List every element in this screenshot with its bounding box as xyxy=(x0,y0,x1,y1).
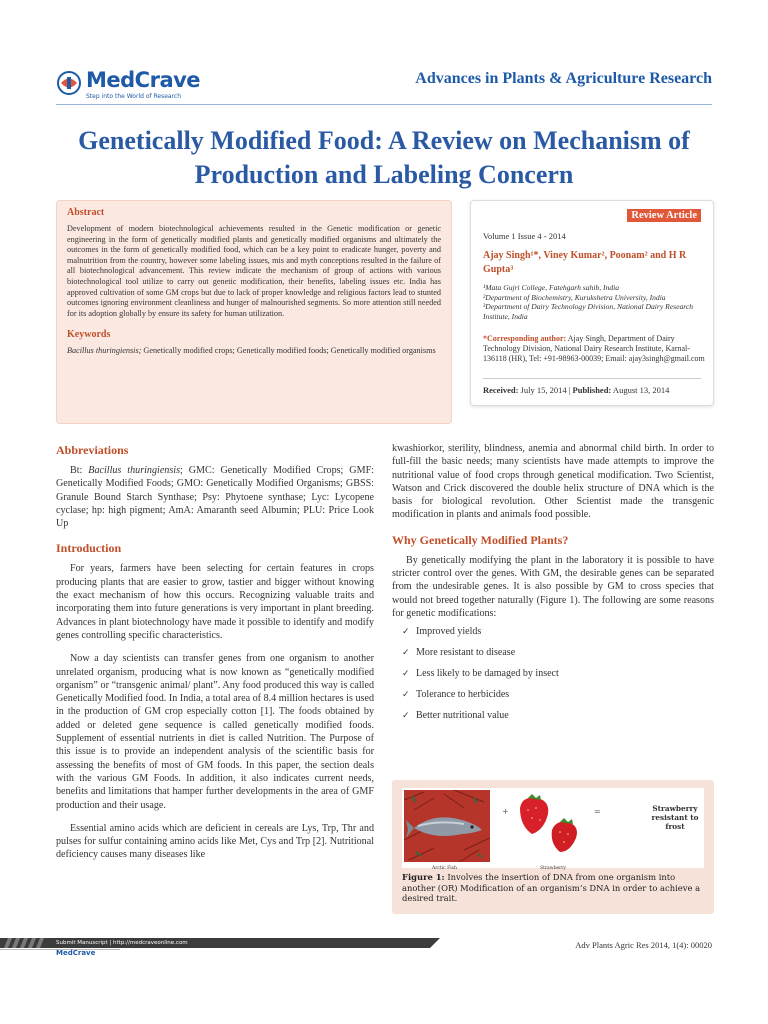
figure-caption xyxy=(402,872,704,904)
list-item xyxy=(402,624,714,645)
footer-logo[interactable]: MedCrave xyxy=(56,949,96,957)
article-type-badge: Review Article xyxy=(627,209,701,222)
corresponding-author xyxy=(483,334,707,364)
intro-paragraph-3: Essential amino acids which are deficient in cereals are Lys, Trp, Thr and pulses for sulfur containing amino acids like Met, Cys and Trp [2]. Nutritional deficiency causes many diseases like xyxy=(56,822,374,861)
title-line-1: Genetically Modified Food: A Review on Mechanism of xyxy=(78,126,690,155)
affiliation-2: ²Department of Biochemistry, Kurukshetra University, India xyxy=(483,292,666,302)
title-line-2: Production and Labeling Concern xyxy=(194,160,574,189)
received-label: Received: xyxy=(483,385,519,395)
introduction-heading: Introduction xyxy=(56,541,122,556)
keywords-heading: Keywords xyxy=(67,329,111,341)
reason-text: Tolerance to herbicides xyxy=(416,689,510,701)
reason-text: Less likely to be damaged by insect xyxy=(416,668,559,680)
abbreviations-heading: Abbreviations xyxy=(56,443,129,457)
medcrave-logo[interactable] xyxy=(56,66,216,102)
left-column xyxy=(56,442,374,872)
figure-caption-text: Involves the insertion of DNA from one organism into another (OR) Modification of an organism’s DNA in order to achieve a desired trait. xyxy=(402,872,701,903)
list-item xyxy=(402,708,714,729)
intro-paragraph-2: Now a day scientists can transfer genes from one organism to another unrelated organism, producing what is now known as “genetically modified organism” or “transgenic animal/ plant”. Any food produced this way is called Genetically Modified food. In India, a total area of 8.4 million hectares is used in the production of GM crop especially cotton [1]. The foods obtained by added or deleted gene sequence is called genetically modified foods. Supplement of essential nutrients in diet is called Nutrition. The Purpose of this issue is to provide an independent analysis of the scientific basis for assessing the benefits of most of GM foods. In this paper, the section deals with the various GM Foods. In addition, it also indicates current needs, benefits and limitations that hamper further developments in the area of GMF production and their usage. xyxy=(56,653,374,811)
citation: Adv Plants Agric Res 2014, 1(4): 00020 xyxy=(575,940,712,950)
published-date: August 13, 2014 xyxy=(611,385,670,395)
list-item xyxy=(402,687,714,708)
journal-name: Advances in Plants & Agriculture Research xyxy=(415,70,712,87)
right-column xyxy=(392,442,714,729)
affiliation-1: ¹Mata Gujri College, Fatehgarh sahib, India xyxy=(483,283,620,292)
why-gm-paragraph: By genetically modifying the plant in the laboratory it is possible to have stricter control over the genes. With GM, the desirable genes can be separated from the undesirable genes. It is also possible by GM to cross species that would not breed together naturally (Figure 1). The following are some reasons for genetic modifications: xyxy=(392,554,714,619)
article-info-box xyxy=(470,200,714,406)
page-header xyxy=(0,60,768,104)
received-date: July 15, 2014 | xyxy=(518,385,573,395)
reason-text: Better nutritional value xyxy=(416,710,509,722)
intro-paragraph-1: For years, farmers have been selecting for certain features in crops producing plants that are easier to grow, tastier and bigger without knowing the exact mechanism of how this occurs. Recognizing valuable traits and incorporating them into future generations is very important in plant breeding. Advances in plant biotechnology have made it possible to identify and modify genes controlling specific characteristics. xyxy=(56,563,374,641)
keywords-rest: Genetically modified crops; Genetically modified foods; Genetically modified organisms xyxy=(141,346,436,356)
check-icon: ✓ xyxy=(402,627,410,638)
check-icon: ✓ xyxy=(402,669,410,680)
reason-text: More resistant to disease xyxy=(416,647,516,659)
svg-text:+: + xyxy=(502,807,509,816)
figure-1 xyxy=(392,780,714,914)
why-gm-heading: Why Genetically Modified Plants? xyxy=(392,532,569,547)
abbrev-italic: Bacillus thuringiensis xyxy=(88,465,181,476)
arctic-fish-photo xyxy=(404,790,490,862)
strawberry-caption: Strawberry xyxy=(540,866,566,871)
medcrave-logo-icon xyxy=(56,70,82,96)
corresponding-author-label: *Corresponding author: xyxy=(483,334,567,343)
check-icon: ✓ xyxy=(402,711,410,722)
publication-dates xyxy=(483,385,669,395)
keywords-text xyxy=(67,346,441,357)
reasons-list xyxy=(402,624,714,729)
svg-text:=: = xyxy=(594,807,601,816)
volume-issue: Volume 1 Issue 4 - 2014 xyxy=(483,231,566,241)
header-divider xyxy=(56,104,712,105)
abstract-heading: Abstract xyxy=(67,207,105,218)
continued-paragraph: kwashiorkor, sterility, blindness, anemia and abnormal child birth. In order to full-fill the basic needs; many scientists have made attempts to improve the nutritional value of food crops through genetical modification. Two Scientist, Watson and Crick discovered the double helix structure of DNA which is the basis for biological revolution. Other Scientist made the transgenic modification in plants and animals food possible. xyxy=(392,443,714,521)
abbreviations-text xyxy=(56,464,374,530)
figure-caption-label: Figure 1: xyxy=(402,872,445,882)
check-icon: ✓ xyxy=(402,690,410,701)
published-label: Published: xyxy=(572,385,612,395)
figure-image[interactable] xyxy=(402,788,704,871)
check-icon: ✓ xyxy=(402,648,410,659)
logo-text: MedCrave xyxy=(86,68,201,92)
corresponding-author-details[interactable]: Ajay Singh, Department of Dairy Technology Division, National Dairy Research Institute, Karnal-136118 (HR), Tel: +91-98963-00039; Email: ajay3singh@gmail.com xyxy=(483,334,705,363)
fish-caption: Arctic Fish xyxy=(432,866,457,871)
article-title xyxy=(40,124,728,192)
abbrev-pre: Bt: xyxy=(70,465,89,476)
abstract-text: Development of modern biotechnological achievements resulted in the Genetic modification or genetic engineering in the form of genetically modified plants and genetically modified organisms and ultimately the outcomes in the form of genetically modified food, which can be a key point to eradicate hunger, poverty and malnutrition from the country, however some labeling issues, mis and myth conceptions resulted in the failure of all biotechnological advancement. This review indicate the mechanism of group of actions with various biotechnological tool utilize to carry out genetic modification, their benefits, labeling issues etc. India has approved cultivation of some GM crops but due to lack of proper knowledge and religious factors lead to stunted outcomes ignoring environment cleanliness and hunger of malnourished segments. So more attention still needed for its adoption globally by ensure its safety for human utilization. xyxy=(67,224,441,318)
affiliation-3: ³Department of Dairy Technology Division, National Dairy Research Institute, India xyxy=(483,302,694,321)
fish-illustration xyxy=(404,790,490,862)
logo-tagline: Step into the World of Research xyxy=(86,93,182,100)
submit-manuscript-link[interactable]: Submit Manuscript | http://medcraveonline.com xyxy=(56,940,188,946)
page-footer xyxy=(0,930,768,962)
reason-text: Improved yields xyxy=(416,626,482,638)
keywords-italic: Bacillus thuringiensis; xyxy=(67,346,142,356)
list-item xyxy=(402,666,714,687)
strawberry-illustration xyxy=(502,790,602,866)
strawberry-frost-label: Strawberry resistant to frost xyxy=(651,804,699,831)
dates-divider xyxy=(483,378,701,379)
abstract-box xyxy=(56,200,452,424)
list-item xyxy=(402,645,714,666)
abbrev-rest: ; GMC: Genetically Modified Crops; GMF: Genetically Modified Foods; GMO: Genetically Modified Organisms; GBSS: Granule Bound Starch Synthase; Psy: Phytoene synthase; Lyc: Lycopene cyclase; hp: high pigment; AmA: Amaranth seed Albumin; PLU: Price Look Up xyxy=(56,465,374,530)
affiliations xyxy=(483,283,709,321)
author-list[interactable]: Ajay Singh¹*, Viney Kumar², Poonam² and H R Gupta³ xyxy=(483,250,687,275)
